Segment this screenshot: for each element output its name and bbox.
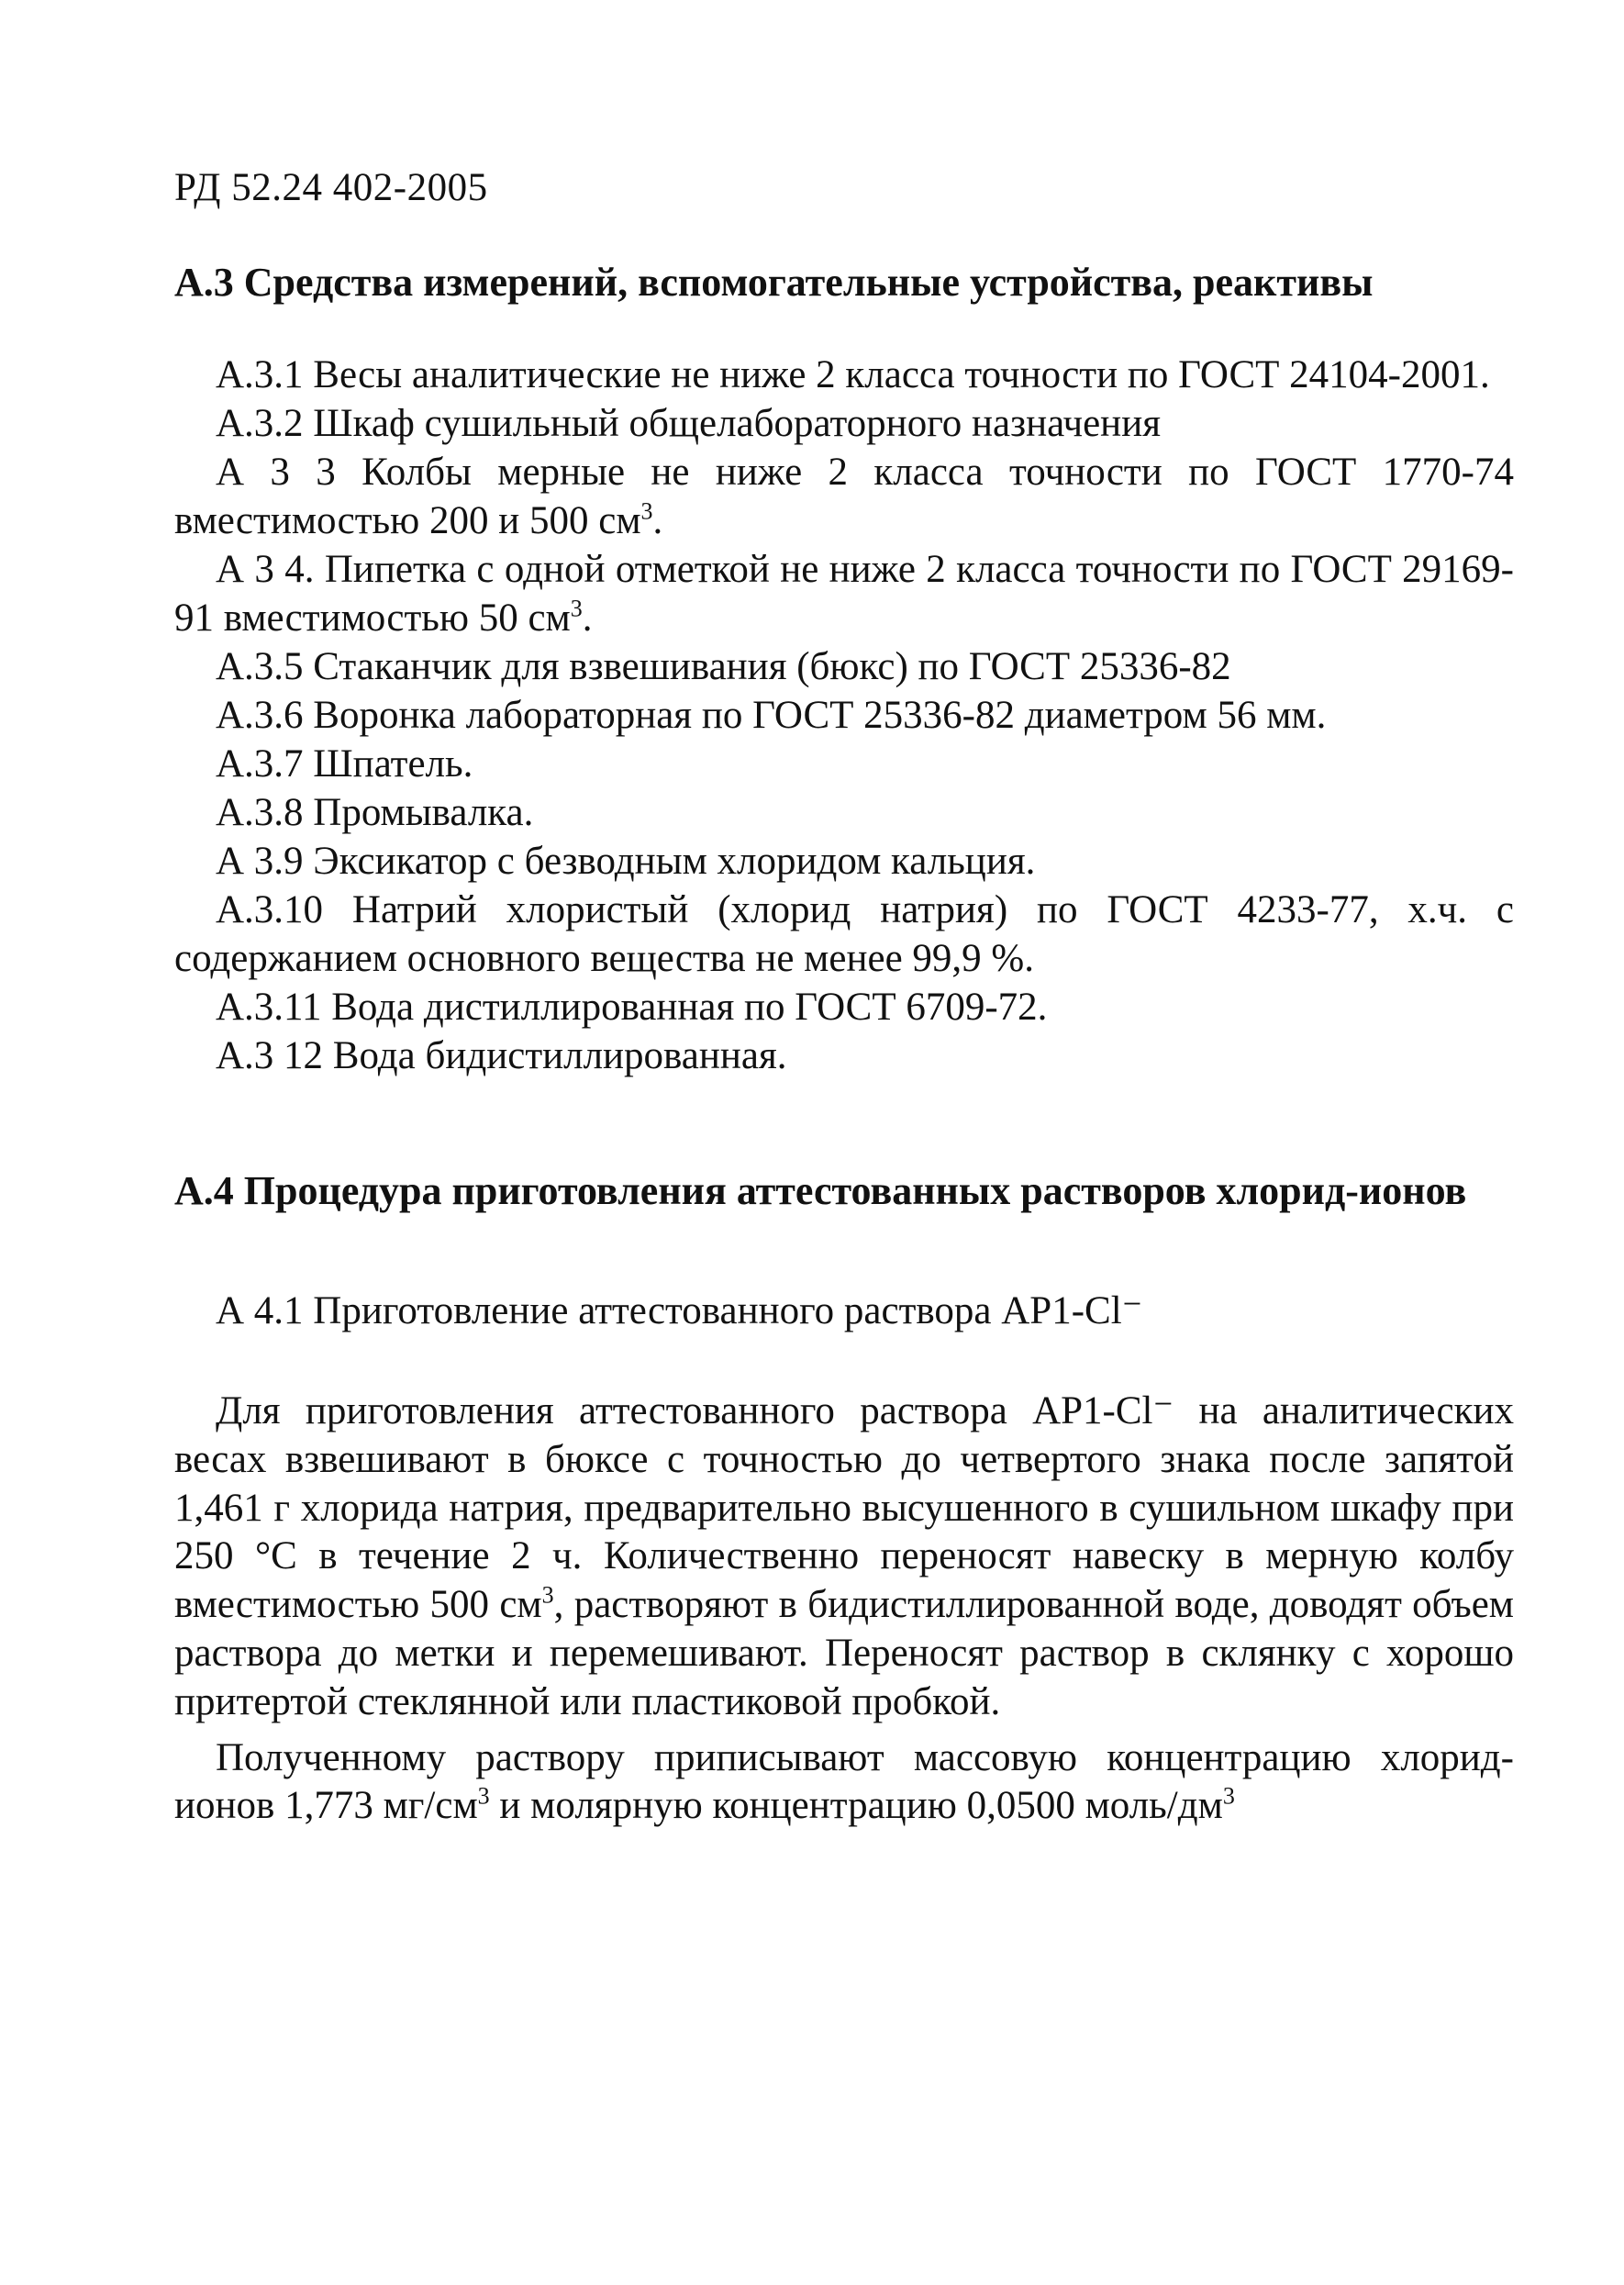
item-text: А 3 3 Колбы мерные не ниже 2 класса точности по ГОСТ 1770-74 вместимостью 200 и 500 см: [174, 451, 1514, 542]
item-dot: .: [652, 499, 663, 542]
superscript: 3: [477, 1783, 490, 1811]
list-item: А 3.9 Эксикатор с безводным хлоридом кальция.: [216, 840, 1036, 883]
superscript: 3: [541, 1581, 554, 1609]
paragraph: [174, 1388, 1514, 1727]
section-a4-title: А.4 Процедура приготовления аттестованных растворов хлорид-ионов: [174, 1168, 1467, 1213]
paragraph-text: , растворяют в бидистиллированной воде, доводят объем раствора до метки и перемешивают. Переносят раствор в склянку с хорошо притертой стеклянной или пластиковой пробкой.: [174, 1583, 1515, 1723]
paragraph-text: и молярную концентрацию 0,0500 моль/дм: [489, 1784, 1223, 1828]
paragraph-text: Для приготовления аттестованного раствора АР1-Cl⁻ на аналитических весах взвешивают в бюксе с точностью до четвертого знака после запятой 1,461 г хлорида натрия, предварительно высушенного в сушильном шкафу при 250 °С в течение 2 ч. Количественно переносят навеску в мерную колбу вместимостью 500 см: [174, 1389, 1514, 1627]
list-item: [174, 545, 1514, 642]
document-code: РД 52.24 402-2005: [174, 166, 488, 209]
list-item: А.3.11 Вода дистиллированная по ГОСТ 6709-72.: [216, 986, 1048, 1029]
list-item: А.3.10 Натрий хлористый (хлорид натрия) по ГОСТ 4233-77, х.ч. с содержанием основного вещества не менее 99,9 %.: [174, 888, 1514, 980]
section-a3-list: [174, 351, 1514, 1080]
section-a3-title: А.3 Средства измерений, вспомогательные устройства, реактивы: [174, 260, 1374, 305]
item-dot: .: [582, 596, 593, 640]
list-item: А.3.2 Шкаф сушильный общелабораторного назначения: [216, 402, 1161, 445]
section-a4-subtitle: А 4.1 Приготовление аттестованного раствора АР1-Cl⁻: [216, 1289, 1143, 1332]
list-item: А.3.1 Весы аналитические не ниже 2 класса точности по ГОСТ 24104-2001.: [216, 353, 1490, 396]
superscript: 3: [640, 497, 653, 525]
item-text: А 3 4. Пипетка с одной отметкой не ниже 2 класса точности по ГОСТ 29169-91 вместимостью 50 см: [174, 548, 1514, 640]
paragraph-text: Полученному раствору приписывают массовую концентрацию хлорид-ионов 1,773 мг/см: [174, 1735, 1514, 1828]
superscript: 3: [570, 595, 583, 622]
list-item: А.3.7 Шпатель.: [216, 742, 473, 786]
paragraph: [174, 1734, 1514, 1832]
superscript: 3: [1222, 1783, 1235, 1811]
list-item: А.3.5 Стаканчик для взвешивания (бюкс) по ГОСТ 25336-82: [216, 645, 1231, 688]
list-item: [174, 448, 1514, 545]
list-item: А.3.6 Воронка лабораторная по ГОСТ 25336-82 диаметром 56 мм.: [216, 694, 1327, 737]
list-item: А.3 12 Вода бидистиллированная.: [216, 1034, 787, 1077]
list-item: А.3.8 Промывалка.: [216, 791, 534, 834]
section-a4-body: [174, 1388, 1514, 1831]
